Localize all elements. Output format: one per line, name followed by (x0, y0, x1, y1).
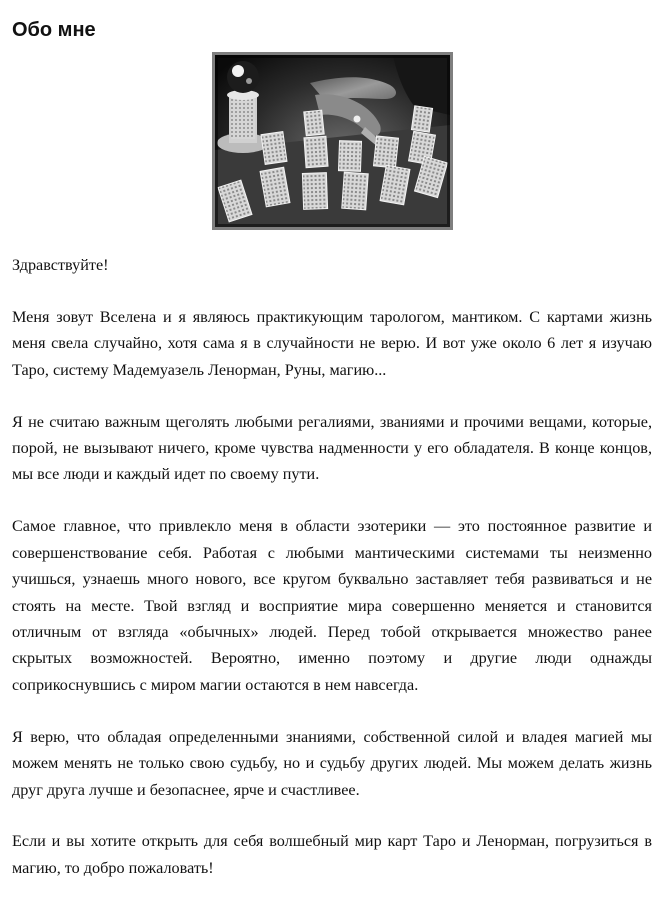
about-text (12, 252, 652, 907)
regalia-paragraph: Я не считаю важным щеголять любыми регалиями, званиями и прочими вещами, которые, порой, не вызывают ничего, кроме чувства надменности у его обладателя. В конце концов, мы все люди и каждый идет по своему пути. (12, 412, 652, 484)
intro-paragraph: Меня зовут Вселена и я являюсь практикующим тарологом, мантиком. С картами жизнь меня свела случайно, хотя сама я в случайности не верю. И вот уже около 6 лет я изучаю Таро, систему Мадемуазель Ленорман, Руны, магию... (12, 307, 652, 379)
greeting-paragraph: Здравствуйте! (12, 256, 109, 274)
tarot-reading-photo-icon (215, 55, 450, 227)
esoterics-paragraph: Самое главное, что привлекло меня в области эзотерики — это постоянное развитие и совершенствование себя. Работая с любыми мантическими системами ты неизменно учишься, узнаешь много нового, все кругом буквально заставляет тебя развиваться и не стоять на месте. Твой взгляд и восприятие мира совершенно меняется и становится отличным от взгляда «обычных» людей. Перед тобой открывается множество ранее скрытых возможностей. Вероятно, именно поэтому и другие люди однажды соприкоснувшись с миром магии остаются в нем навсегда. (12, 517, 652, 694)
page-title: Обо мне (12, 19, 96, 41)
welcome-paragraph: Если и вы хотите открыть для себя волшебный мир карт Таро и Ленорман, погрузиться в магию, то добро пожаловать! (12, 832, 652, 877)
belief-paragraph: Я верю, что обладая определенными знаниями, собственной силой и владея магией мы можем менять не только свою судьбу, но и судьбу других людей. Мы можем делать жизнь друг друга лучше и безопаснее, ярче и счастливее. (12, 727, 652, 799)
tarot-photo (215, 55, 450, 227)
